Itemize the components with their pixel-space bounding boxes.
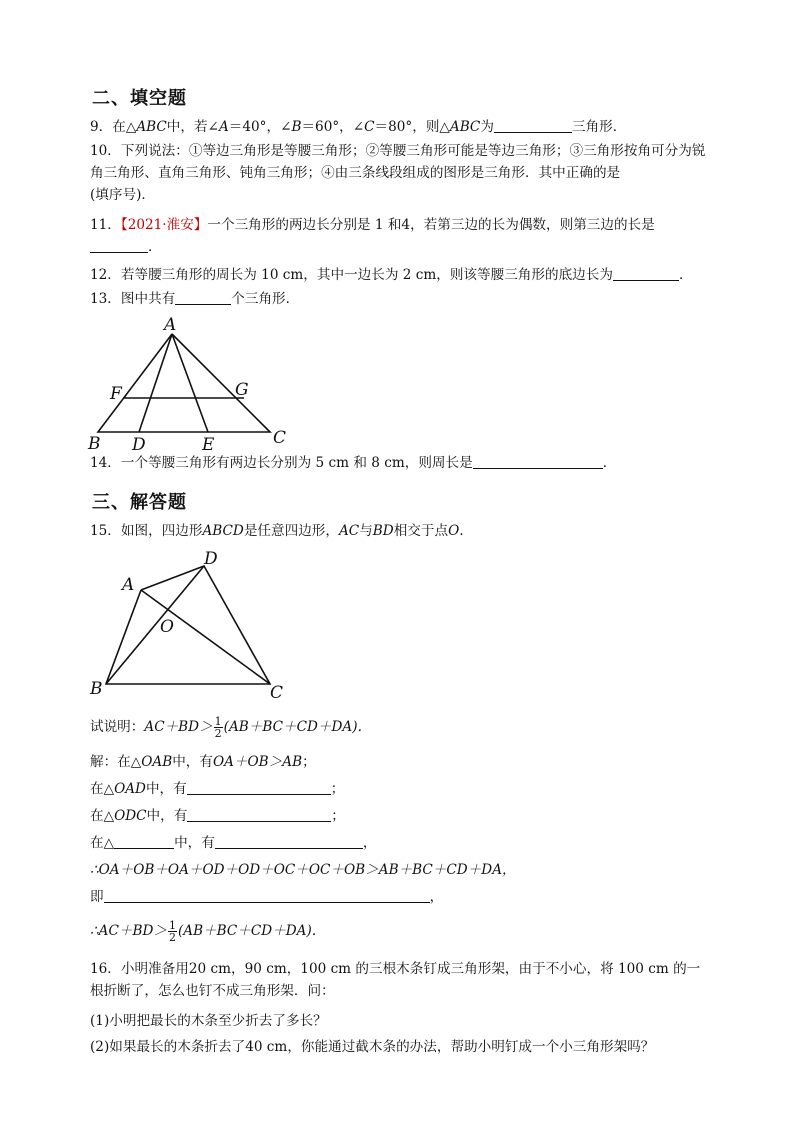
fraction-half: $\frac{1}{2}$: [214, 715, 222, 740]
answer-blank-12[interactable]: [613, 266, 679, 281]
label-A: A: [122, 575, 135, 595]
answer-blank-13[interactable]: [175, 290, 231, 305]
label-D: D: [132, 435, 146, 452]
question-16: 16．小明准备用20 cm，90 cm，100 cm 的三根木条钉成三角形架，由于不小心，将 100 cm 的一根折断了，怎么也钉不成三角形架．问：: [90, 961, 701, 999]
question-16-part-2: (2)如果最长的木条折去了40 cm，你能通过截木条的办法，帮助小明钉成一个小三角形架吗？: [90, 1039, 655, 1055]
solution-line-3: 在△ODC中，有 ；: [90, 808, 345, 824]
question-16-part-1: (1)小明把最长的木条至少折去了多长？: [90, 1013, 327, 1029]
question-9: 9．在△ABC中，若∠A＝40°，∠B＝60°，∠C＝80°，则△ABC为 三角形．: [90, 119, 627, 135]
segment-ae: [172, 334, 208, 432]
question-10: 10．下列说法：①等边三角形是等腰三角形；②等腰三角形可能是等边三角形；③三角形按角可分为锐角三角形、直角三角形、钝角三角形；④由三条线段组成的图形是三角形．其中正确的是 (填序号)．: [90, 143, 706, 203]
question-15: 15．如图，四边形ABCD是任意四边形，AC与BD相交于点O.: [90, 523, 464, 539]
question-14: 14．一个等腰三角形有两边长分别为 5 cm 和 8 cm，则周长是 ．: [90, 455, 617, 471]
question-13: 13．图中共有 个三角形．: [90, 291, 300, 307]
solution-line-5: ∴OA＋OB＋OA＋OD＋OD＋OC＋OC＋OB＞AB＋BC＋CD＋DA，: [90, 862, 516, 878]
label-B: B: [88, 434, 101, 452]
label-G: G: [235, 380, 249, 400]
label-O: O: [160, 617, 174, 637]
solution-line-4: 在△ 中，有 ，: [90, 835, 377, 851]
triangle-figure: [86, 310, 306, 452]
solution-line-6: 即 ，: [90, 889, 444, 905]
answer-blank-15-6[interactable]: [104, 888, 430, 903]
answer-blank-9[interactable]: [494, 118, 572, 133]
answer-blank-15-4a[interactable]: [114, 834, 174, 849]
section-title-solutions: 三、解答题: [92, 492, 187, 513]
answer-blank-15-2[interactable]: [187, 780, 331, 795]
solution-line-1: 解：在△OAB中，有OA＋OB＞AB；: [90, 754, 316, 770]
label-F: F: [110, 384, 122, 404]
source-tag: 【2021·淮安】: [120, 217, 208, 233]
label-B: B: [90, 679, 103, 699]
fraction-half-2: $\frac{1}{2}$: [168, 919, 176, 944]
segment-ad: [139, 334, 172, 432]
explain-statement: 试说明：AC＋BD＞ $\frac{1}{2}$ (AB＋BC＋CD＋DA)．: [90, 715, 372, 740]
section-title-fill-blank: 二、填空题: [92, 88, 187, 109]
answer-blank-11[interactable]: [90, 238, 148, 253]
label-D: D: [204, 549, 218, 569]
answer-blank-14[interactable]: [473, 454, 603, 469]
label-C: C: [273, 428, 287, 448]
label-A: A: [164, 315, 177, 335]
question-11: 11．【2021·淮安】一个三角形的两边长分别是 1 和4，若第三边的长为偶数，则第三边的长是 ．: [90, 217, 655, 255]
solution-line-7: ∴AC＋BD＞ $\frac{1}{2}$ (AB＋BC＋CD＋DA)．: [90, 919, 326, 944]
diagonal-ac: [141, 590, 270, 684]
answer-blank-15-3[interactable]: [187, 807, 331, 822]
quadrilateral-figure: [86, 546, 296, 702]
question-12: 12．若等腰三角形的周长为 10 cm，其中一边长为 2 cm，则该等腰三角形的底边长为 ．: [90, 267, 693, 283]
label-E: E: [202, 435, 215, 452]
answer-blank-15-4b[interactable]: [215, 834, 363, 849]
solution-line-2: 在△OAD中，有 ；: [90, 781, 345, 797]
label-C: C: [270, 683, 284, 702]
